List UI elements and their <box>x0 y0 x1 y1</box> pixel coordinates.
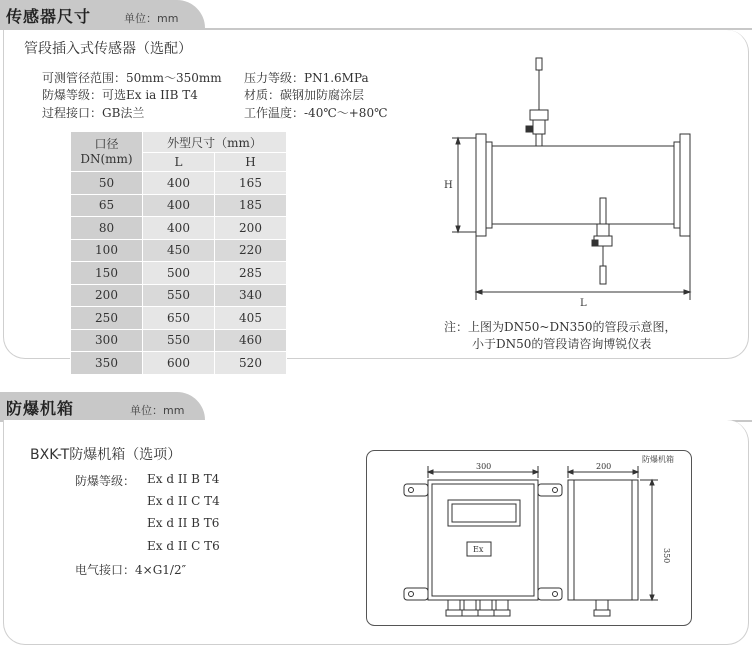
section1-unit: 单位：mm <box>124 12 179 25</box>
enclosure-depth-dim: 200 <box>596 462 612 471</box>
table-row: 200 550 340 <box>71 284 287 307</box>
enclosure-drawing-label: 防爆机箱 <box>642 455 674 464</box>
enclosure-height-dim: 350 <box>662 548 671 564</box>
enclosure-grade-label: 防爆等级： <box>75 474 136 488</box>
drawing-note-line2: 小于DN50的管段请咨询博锐仪表 <box>472 337 652 351</box>
enclosure-grade-1: Ex d II B T4 <box>147 472 220 486</box>
spec-right-1: 压力等级：PN1.6MPa <box>244 71 369 85</box>
enclosure-connection: 电气接口：4×G1/2″ <box>75 563 187 577</box>
enclosure-grade-3: Ex d II B T6 <box>147 516 220 530</box>
spec-right-3: 工作温度：-40℃～+80℃ <box>244 106 388 120</box>
table-row: 65 400 185 <box>71 194 287 217</box>
enclosure-ex-mark: Ex <box>473 545 484 554</box>
table-row: 250 650 405 <box>71 307 287 330</box>
section2-title: 防爆机箱 <box>6 399 75 418</box>
spec-left-2: 防爆等级：可选Ex ia IIB T4 <box>42 88 198 102</box>
dim-h-label: H <box>444 180 453 191</box>
spec-left-1: 可测管径范围：50mm～350mm <box>42 71 222 85</box>
section1-title: 传感器尺寸 <box>6 7 92 26</box>
table-row: 300 550 460 <box>71 329 287 352</box>
table-row: 80 400 200 <box>71 217 287 240</box>
enclosure-grade-4: Ex d II C T6 <box>147 539 220 553</box>
section2-unit: 单位：mm <box>130 404 185 417</box>
table-header-l: L <box>143 153 215 172</box>
section1-header <box>0 0 752 30</box>
table-row: 100 450 220 <box>71 239 287 262</box>
dimension-table <box>70 131 287 375</box>
table-header-h: H <box>215 153 287 172</box>
enclosure-drawing <box>366 450 692 626</box>
enclosure-width-dim: 300 <box>476 462 492 471</box>
enclosure-grade-2: Ex d II C T4 <box>147 494 220 508</box>
dim-l-label: L <box>580 298 587 309</box>
spec-right-2: 材质：碳钢加防腐涂层 <box>244 88 365 102</box>
enclosure-subtitle: BXK-T防爆机箱（选项） <box>30 447 182 463</box>
spec-left-3: 过程接口：GB法兰 <box>42 106 145 120</box>
table-row: 50 400 165 <box>71 172 287 195</box>
pipe-section-drawing <box>430 52 730 312</box>
table-row: 150 500 285 <box>71 262 287 285</box>
section2-header <box>0 392 752 422</box>
drawing-note-line1: 注：上图为DN50~DN350的管段示意图， <box>444 320 677 334</box>
sensor-subtitle: 管段插入式传感器（选配） <box>24 41 192 57</box>
table-row: 350 600 520 <box>71 352 287 375</box>
table-header-dn: 口径 DN(mm) <box>71 132 143 172</box>
table-header-group: 外型尺寸（mm） <box>143 132 287 153</box>
